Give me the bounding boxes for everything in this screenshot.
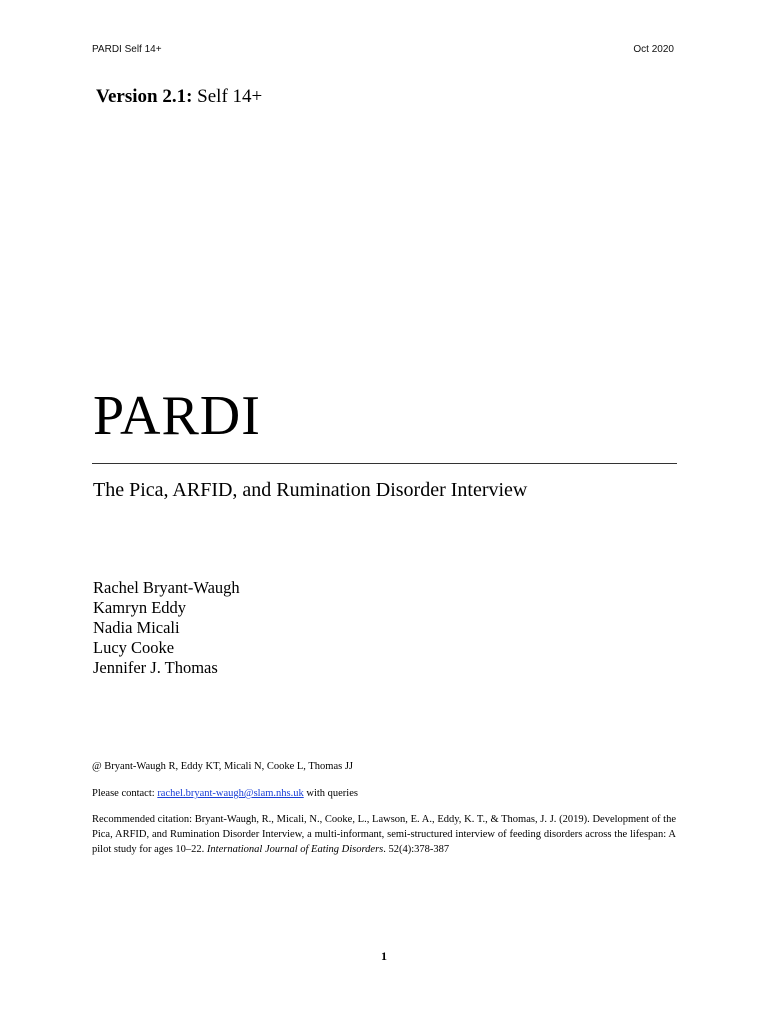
- version-line: [96, 86, 262, 108]
- copyright-notice: @ Bryant-Waugh R, Eddy KT, Micali N, Cooke L, Thomas JJ: [92, 761, 353, 772]
- contact-prefix: Please contact:: [92, 788, 158, 799]
- author-list: [93, 578, 240, 678]
- version-value: Self 14+: [192, 86, 263, 107]
- citation-tail: . 52(4):378-387: [383, 844, 450, 855]
- author-name: Nadia Micali: [93, 618, 180, 637]
- document-subtitle: The Pica, ARFID, and Rumination Disorder Interview: [93, 479, 528, 501]
- contact-email-link[interactable]: rachel.bryant-waugh@slam.nhs.uk: [157, 788, 304, 799]
- running-header-date: Oct 2020: [633, 44, 674, 55]
- page-number: 1: [381, 949, 387, 963]
- author-name: Jennifer J. Thomas: [93, 658, 218, 677]
- document-title: PARDI: [93, 385, 261, 447]
- contact-line: [92, 786, 676, 801]
- recommended-citation: [92, 812, 676, 857]
- version-label: Version 2.1:: [96, 86, 193, 107]
- citation-text: Recommended citation: Bryant-Waugh, R., Micali, N., Cooke, L., Lawson, E. A., Eddy, K. T., & Thomas, J. J. (2019). Development of the Pica, ARFID, and Rumination Disorder Interview, a multi-informant, semi-structured interview of feeding disorders across the lifespan: A pilot study for ages 10–22.: [92, 814, 676, 855]
- author-name: Rachel Bryant-Waugh: [93, 578, 240, 597]
- title-divider: [92, 463, 677, 464]
- author-name: Kamryn Eddy: [93, 598, 187, 617]
- author-name: Lucy Cooke: [93, 638, 175, 657]
- contact-suffix: with queries: [303, 788, 358, 799]
- running-header-title: PARDI Self 14+: [92, 44, 162, 55]
- citation-journal: International Journal of Eating Disorders: [206, 844, 384, 855]
